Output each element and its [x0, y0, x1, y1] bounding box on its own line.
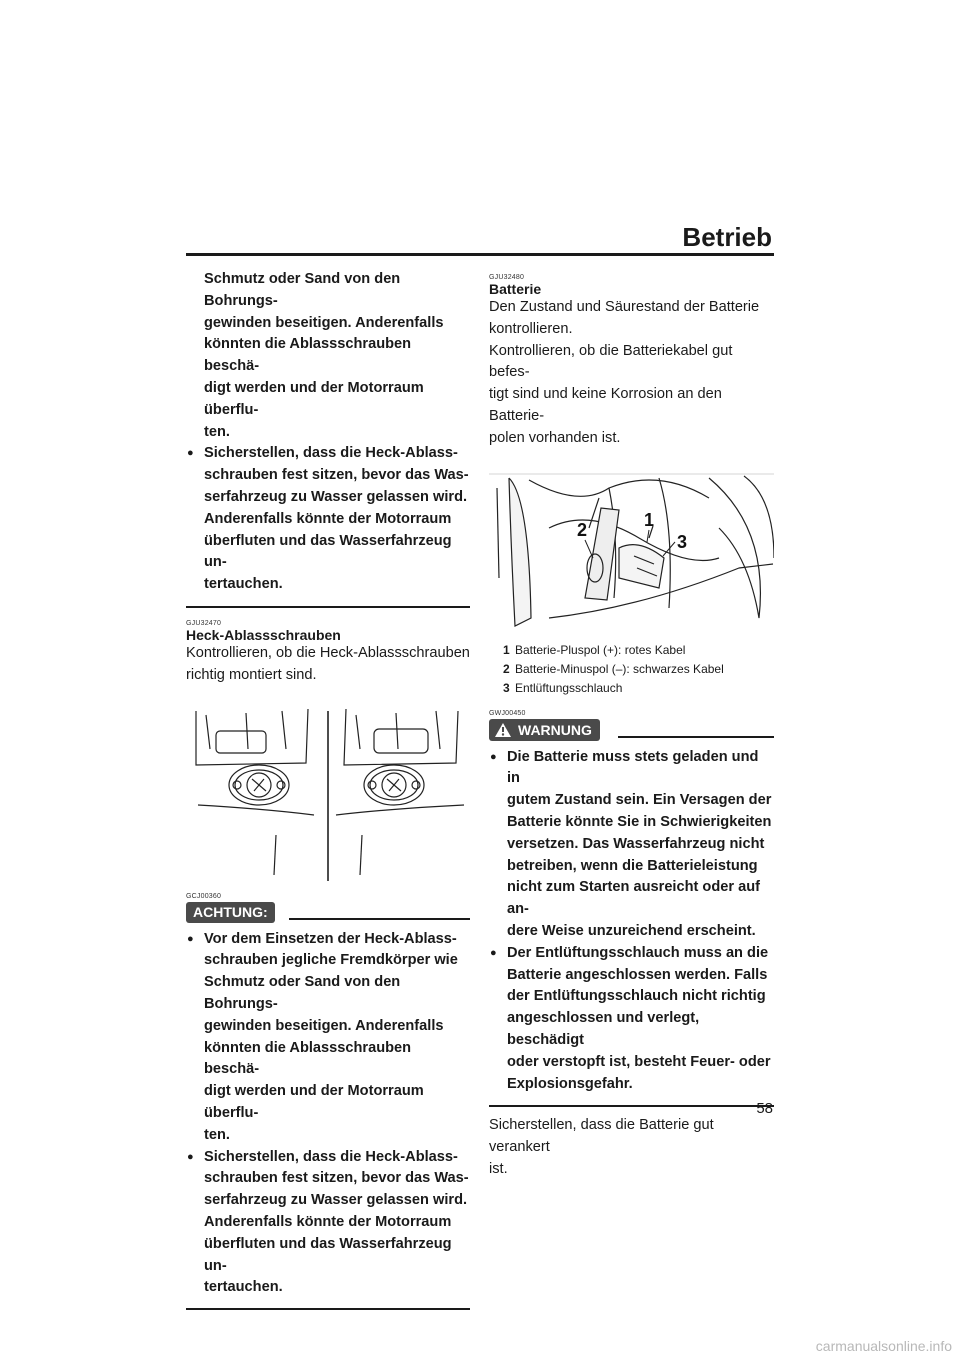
caution-bullet-2: ● Sicherstellen, dass die Heck-Ablass- schrauben fest sitzen, bevor das Was- serfahrzeug zu Wasser gelassen wird. Anderenfalls könnte der Motorraum überfluten und das Wasserfahrzeug un- tertauchen. — [186, 1147, 470, 1300]
callout-1: 1 — [644, 509, 655, 530]
warning-header-rule — [618, 736, 774, 738]
left-column — [186, 269, 470, 1310]
header-rule — [186, 253, 774, 256]
drain-plugs-illustration — [186, 705, 470, 885]
warning-bullet-2: ● Der Entlüftungsschlauch muss an die Batterie angeschlossen werden. Falls der Entlüftungsschlauch nicht richtig angeschlossen und verlegt, beschädigt oder verstopft ist, besteht Feuer- oder Explosionsgefahr. — [489, 943, 774, 1096]
caption-2: 2 Batterie-Minuspol (–): schwarzes Kabel — [503, 661, 724, 676]
caption-1: 1 Batterie-Pluspol (+): rotes Kabel — [503, 642, 686, 657]
intro-continuation: Schmutz oder Sand von den Bohrungs- gewinden beseitigen. Anderenfalls könnten die Ablassschrauben beschä- digt werden und der Motorraum überflu- ten. — [204, 271, 444, 440]
section-body: Kontrollieren, ob die Heck-Ablassschrauben richtig montiert sind. — [186, 644, 470, 683]
intro-bullet: ● Sicherstellen, dass die Heck-Ablass- schrauben fest sitzen, bevor das Was- serfahrzeug zu Wasser gelassen wird. Anderenfalls könnte der Motorraum überfluten und das Wasserfahrzeug un- tertauchen. — [186, 443, 470, 596]
caution-end-rule — [186, 606, 470, 608]
caution-header-rule — [289, 918, 470, 920]
callout-2: 2 — [577, 519, 588, 540]
caution-badge: ACHTUNG: — [186, 902, 275, 923]
closing-text: Sicherstellen, dass die Batterie gut verankert ist. — [489, 1117, 714, 1177]
section-title-drain-plugs: Heck-Ablassschrauben — [186, 626, 341, 643]
caution-bullet-1: ● Vor dem Einsetzen der Heck-Ablass- schrauben jegliche Fremdkörper wie Schmutz oder Sand von den Bohrungs- gewinden beseitigen. Anderenfalls könnten die Ablassschrauben beschä- digt werden und der Motorraum überflu- ten. — [186, 929, 470, 1147]
warning-bottom-rule — [489, 1105, 774, 1107]
callout-3: 3 — [677, 531, 688, 552]
caption-3: 3 Entlüftungsschlauch — [503, 680, 623, 695]
caution-header — [186, 902, 470, 923]
right-column — [489, 274, 774, 1181]
figure-captions — [489, 641, 774, 698]
warning-header — [489, 719, 774, 741]
warning-code: GWJ00450 — [489, 709, 526, 717]
footer-watermark: carmanualsonline.info — [815, 1338, 952, 1354]
warning-badge: WARNUNG — [489, 719, 600, 741]
section-code: GJU32470 — [186, 619, 222, 627]
battery-body: Den Zustand und Säurestand der Batterie kontrollieren. Kontrollieren, ob die Batteriekabel gut befes- tigt sind und keine Korrosion an den Batterie- polen vorhanden ist. — [489, 299, 760, 446]
caution-code: GCJ00360 — [186, 892, 222, 900]
warning-bullet-1: ● Die Batterie muss stets geladen und in gutem Zustand sein. Ein Versagen der Batterie könnte Sie in Schwierigkeiten versetzen. Das Wasserfahrzeug nicht betreiben, wenn die Batterieleistung nicht zum Starten ausreicht oder auf an- dere Weise unzureichend erscheint. — [489, 747, 774, 943]
page-title: Betrieb — [682, 222, 772, 252]
battery-section-code: GJU32480 — [489, 274, 525, 281]
page-number: 58 — [756, 1100, 773, 1117]
section-title-battery: Batterie — [489, 281, 542, 297]
caution-bottom-rule — [186, 1308, 470, 1310]
battery-illustration — [489, 468, 774, 633]
warning-triangle-icon — [494, 722, 512, 738]
